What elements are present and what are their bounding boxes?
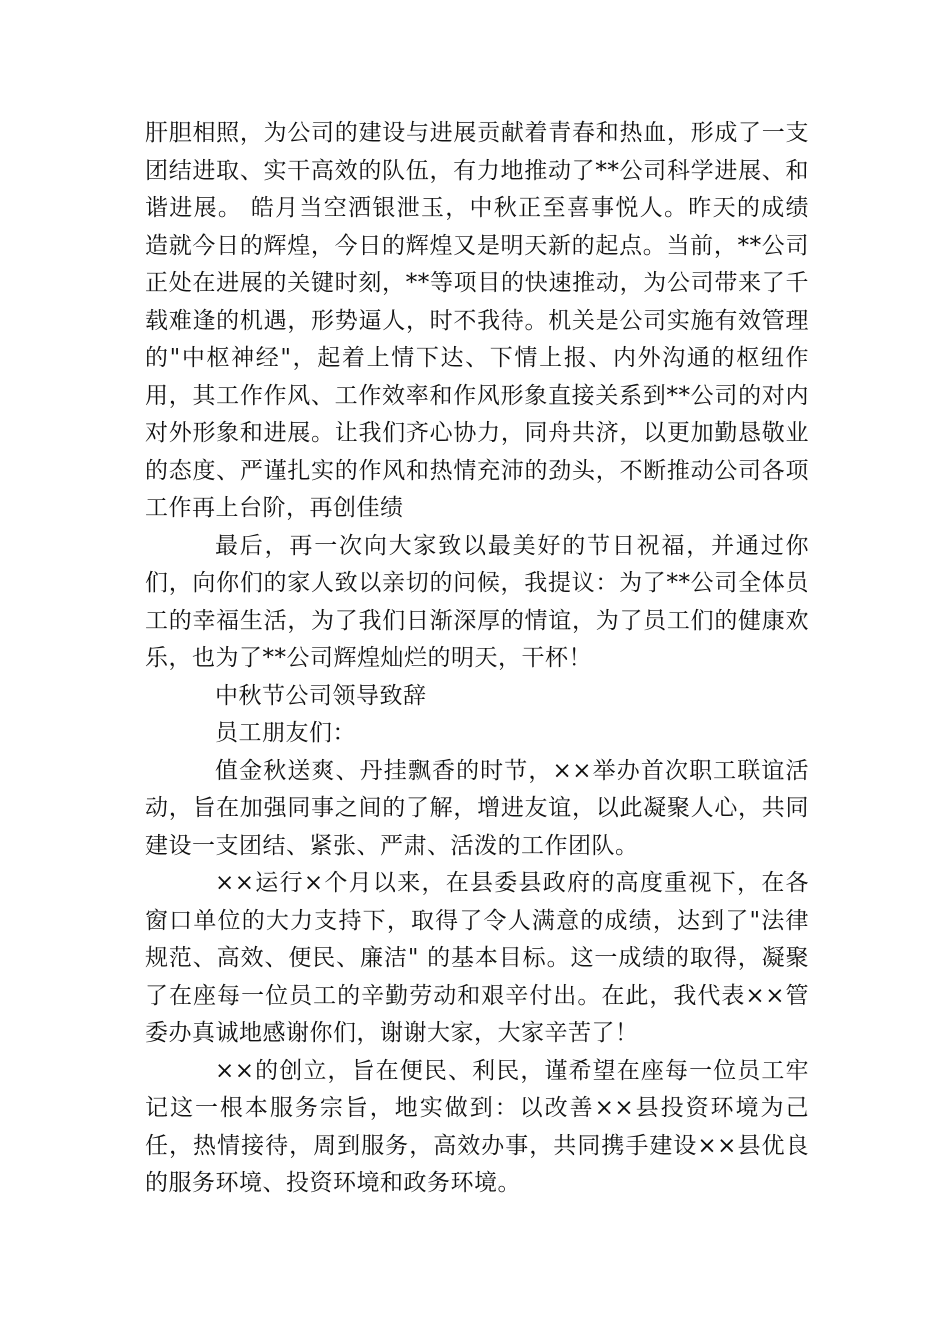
paragraph-achievements: ××运行×个月以来，在县委县政府的高度重视下，在各窗口单位的大力支持下，取得了令人满意的成绩，达到了"法律规范、高效、便民、廉洁" 的基本目标。这一成绩的取得，凝聚了在座每一位员工的辛勤劳动和艰辛付出。在此，我代表××管委办真诚地感谢你们，谢谢大家，大家辛苦了！ (145, 870, 809, 1046)
paragraph-opening: 值金秋送爽、丹挂飘香的时节，××举办首次职工联谊活动，旨在加强同事之间的了解，增进友谊，以此凝聚人心，共同建设一支团结、紧张、严肃、活泼的工作团队。 (145, 757, 809, 859)
paragraph-closing-toast: 最后，再一次向大家致以最美好的节日祝福，并通过你们，向你们的家人致以亲切的问候，我提议：为了**公司全体员工的幸福生活，为了我们日渐深厚的情谊，为了员工们的健康欢乐，也为了**公司辉煌灿烂的明天，干杯！ (145, 532, 809, 671)
salutation: 员工朋友们： (215, 720, 356, 746)
section-title: 中秋节公司领导致辞 (215, 682, 427, 709)
paragraph-mission: ××的创立，旨在便民、利民，谨希望在座每一位员工牢记这一根本服务宗旨，地实做到：以改善××县投资环境为己任，热情接待，周到服务，高效办事，共同携手建设××县优良的服务环境、投资环境和政务环境。 (145, 1057, 809, 1196)
paragraph-continuation: 肝胆相照，为公司的建设与进展贡献着青春和热血，形成了一支团结进取、实干高效的队伍，有力地推动了**公司科学进展、和谐进展。 皓月当空洒银泄玉，中秋正至喜事悦人。昨天的成绩造就今日的辉煌，今日的辉煌又是明天新的起点。当前，**公司正处在进展的关键时刻，**等项目的快速推动，为公司带来了千载难逢的机遇，形势逼人，时不我待。机关是公司实施有效管理的"中枢神经"，起着上情下达、下情上报、内外沟通的枢纽作用，其工作作风、工作效率和作风形象直接关系到**公司的对内对外形象和进展。让我们齐心协力，同舟共济，以更加勤恳敬业的态度、严谨扎实的作风和热情充沛的劲头，不断推动公司各项工作再上台阶，再创佳绩 (145, 120, 809, 521)
document-page (145, 115, 809, 1203)
